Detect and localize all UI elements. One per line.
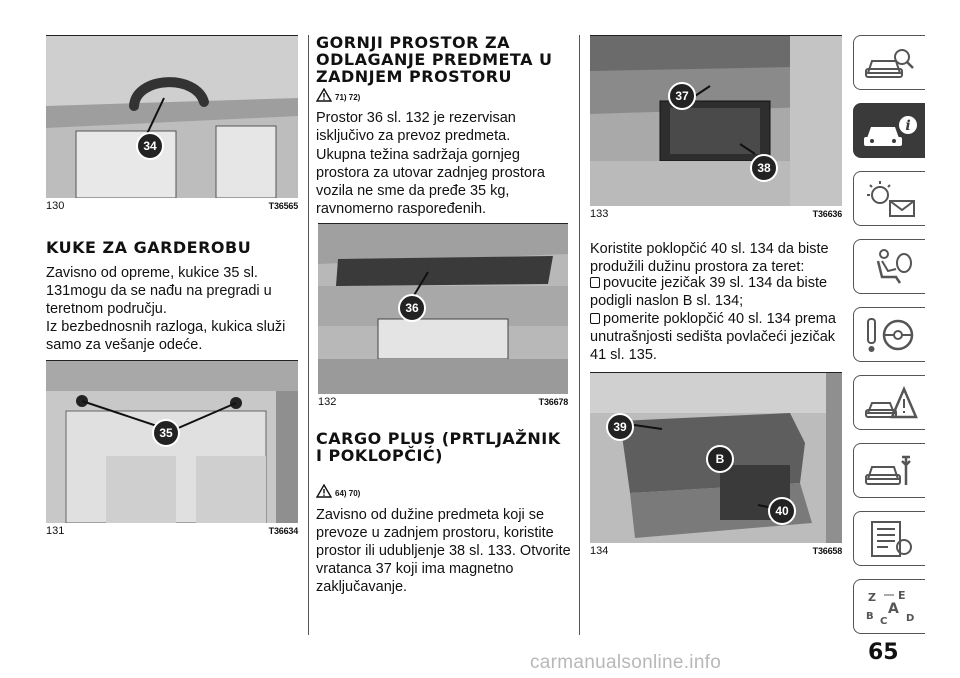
callout-40: 40 <box>768 497 796 525</box>
svg-text:C: C <box>879 615 887 627</box>
callout-38: 38 <box>750 154 778 182</box>
figure-code: T36634 <box>268 526 298 536</box>
figure-130-caption <box>46 200 298 212</box>
callout-35: 35 <box>152 419 180 447</box>
airbag-seat-icon <box>862 247 918 287</box>
figure-133-caption <box>590 208 842 220</box>
figure-number: 134 <box>590 545 609 557</box>
tab-breakdown[interactable] <box>853 375 925 430</box>
warning-note-numbers: 71) 72) <box>335 93 361 102</box>
tab-alphabet-index[interactable] <box>853 579 925 634</box>
column-divider-1 <box>308 35 309 635</box>
paragraph: Prostor 36 sl. 132 je rezervisan isključivo za prevoz predmeta. <box>316 110 516 144</box>
callout-B: B <box>706 445 734 473</box>
breakdown-triangle-icon <box>862 383 918 423</box>
bullet-icon <box>590 277 600 288</box>
column-divider-2 <box>579 35 580 635</box>
bullet-text: povucite jezičak 39 sl. 134 da biste podigli naslon B sl. 134; <box>590 275 828 309</box>
figure-number: 132 <box>318 396 337 408</box>
figure-code: T36658 <box>812 546 842 556</box>
figure-131 <box>46 360 298 523</box>
paragraph: Koristite poklopčić 40 sl. 134 da biste produžili dužinu prostora za teret: <box>590 241 829 275</box>
warning-reference <box>316 88 360 102</box>
warning-reference <box>316 484 360 498</box>
figure-131-caption <box>46 525 298 537</box>
tab-car-service[interactable] <box>853 443 925 498</box>
car-search-icon <box>862 43 918 83</box>
section-heading: GORNJI PROSTOR ZA ODLAGANJE PREDMETA U ZADNJEM PROSTORU <box>316 33 553 86</box>
bullet-item <box>590 274 845 310</box>
figure-number: 133 <box>590 208 609 220</box>
tab-warning-lights[interactable] <box>853 171 925 226</box>
warning-note-numbers: 64) 70) <box>335 489 361 498</box>
bullet-text: pomerite poklopčić 40 sl. 134 prema unutrašnjosti sedišta povlačeći jezičak 41 sl. 135. <box>590 311 836 363</box>
warning-lights-icon <box>862 179 918 219</box>
specifications-list-icon <box>862 519 918 559</box>
section-heading: CARGO PLUS (PRTLJAŽNIK I POKLOPČIĆ) <box>316 429 561 465</box>
paragraph: Zavisno od dužine predmeta koji se prevoze u zadnjem prostoru, koristite prostor ili udubljenje 38 sl. 133. Otvorite vratanca 37 koji ima magnetno zaključavanje. <box>316 507 571 595</box>
paragraph: Iz bezbednosnih razloga, kukica služi samo za vešanje odeće. <box>46 319 286 353</box>
tab-car-search[interactable] <box>853 35 925 90</box>
alphabet-index-icon <box>862 587 918 627</box>
callout-37: 37 <box>668 82 696 110</box>
bullet-icon <box>590 313 600 324</box>
callout-39: 39 <box>606 413 634 441</box>
figure-number: 130 <box>46 200 65 212</box>
figure-number: 131 <box>46 525 65 537</box>
car-service-icon <box>862 451 918 491</box>
warning-triangle-icon <box>316 484 332 498</box>
page-number: 65 <box>868 640 899 665</box>
svg-text:B: B <box>865 610 874 622</box>
section-heading: KUKE ZA GARDEROBU <box>46 238 252 257</box>
watermark: carmanualsonline.info <box>530 652 722 673</box>
svg-text:D: D <box>905 612 914 624</box>
tab-specifications[interactable] <box>853 511 925 566</box>
figure-134 <box>590 372 842 543</box>
figure-133 <box>590 35 842 206</box>
tab-airbag-seat[interactable] <box>853 239 925 294</box>
svg-text:A: A <box>887 600 899 617</box>
warning-triangle-icon <box>316 88 332 102</box>
callout-34: 34 <box>136 132 164 160</box>
figure-code: T36636 <box>812 209 842 219</box>
figure-code: T36678 <box>538 397 568 407</box>
paragraph: Ukupna težina sadržaja gornjeg prostora za utovar zadnjeg prostora vozila ne sme da pređe 35 kg, ravnomerno raspoređenih. <box>316 147 545 217</box>
figure-132-caption <box>318 396 568 408</box>
svg-text:E: E <box>897 588 906 602</box>
tab-car-info[interactable] <box>853 103 925 158</box>
paragraph: Zavisno od opreme, kukice 35 sl. 131mogu da se nađu na pregradi u teretnom području. <box>46 265 272 317</box>
figure-130 <box>46 35 298 198</box>
steering-key-icon <box>862 315 918 355</box>
figure-134-caption <box>590 545 842 557</box>
svg-text:Z: Z <box>867 590 876 604</box>
callout-36: 36 <box>398 294 426 322</box>
bullet-item <box>590 310 845 364</box>
figure-132 <box>318 223 568 394</box>
figure-code: T36565 <box>268 201 298 211</box>
svg-text:i: i <box>904 117 911 134</box>
car-info-icon <box>862 111 918 151</box>
tab-steering-key[interactable] <box>853 307 925 362</box>
